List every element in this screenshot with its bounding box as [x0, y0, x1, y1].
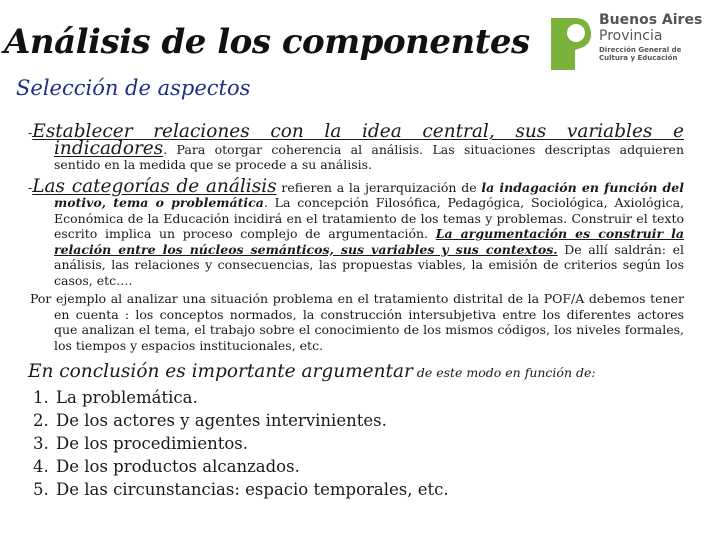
conclusion-list	[0, 386, 720, 501]
list-item: 5. De las circunstancias: espacio temporales, etc.	[54, 478, 720, 501]
logo-line-1: Buenos Aires	[599, 12, 703, 28]
list-item: 2. De los actores y agentes intervinientes.	[54, 409, 720, 432]
paragraph-relations	[0, 121, 720, 173]
paragraph-example: Por ejemplo al analizar una situación problema en el tratamiento distrital de la POF/A debemos tener en cuenta : los conceptos normados, la construcción intersubjetiva entre los diferentes actores que analizan el tema, el trabajo sobre el conocimiento de los mismos códigos, los niveles formales, los tiempos y espacios institucionales, etc.	[30, 291, 684, 353]
categories-bold-1: la indagación en función del motivo, tema o problemática	[54, 179, 684, 210]
conclusion-heading: En conclusión es importante argumentar	[28, 361, 413, 382]
list-item: 3. De los procedimientos.	[54, 432, 720, 455]
bullet-dash: -	[28, 125, 33, 140]
body-content	[0, 121, 720, 501]
logo-line-3b: Cultura y Educación	[599, 54, 678, 62]
logo-line-3a: Dirección General de	[599, 46, 682, 54]
section-subtitle: Selección de aspectos	[16, 76, 251, 100]
categories-text-2: . La concepción Filosófica, Pedagógica, Sociológica, Axiológica, Económica de la Educación incidirá en el tratamiento de los temas y problemas. Construir el texto escrito implica un proceso complejo de argumentación.	[54, 195, 684, 241]
province-map-icon	[545, 14, 595, 74]
categories-text-3: De allí saldrán: el análisis, las relaciones y consecuencias, las propuestas viables, la emisión de criterios según los casos, etc.…	[54, 241, 684, 288]
list-item: 4. De los productos alcanzados.	[54, 455, 720, 478]
categories-heading: Las categorías de análisis	[32, 175, 277, 197]
logo-line-2: Provincia	[599, 28, 663, 44]
relations-text: . Para otorgar coherencia al análisis. Las situaciones descriptas adquieren sentido en la medida que se procede a su análisis.	[54, 141, 684, 172]
categories-bold-2: La argumentación es construir la relación entre los núcleos semánticos, sus variables y sus contextos.	[54, 226, 684, 257]
page-title: Análisis de los componentes	[4, 22, 530, 62]
conclusion-line	[0, 361, 720, 382]
conclusion-text: de este modo en función de:	[412, 365, 596, 380]
paragraph-categories	[0, 175, 720, 289]
relations-heading: Establecer relaciones con la idea central, sus variables e indicadores	[32, 121, 684, 159]
institution-logo	[545, 12, 715, 74]
categories-text-1: refieren a la jerarquización de	[276, 179, 482, 195]
list-item: 1. La problemática.	[54, 386, 720, 409]
bullet-dash: -	[28, 179, 33, 195]
